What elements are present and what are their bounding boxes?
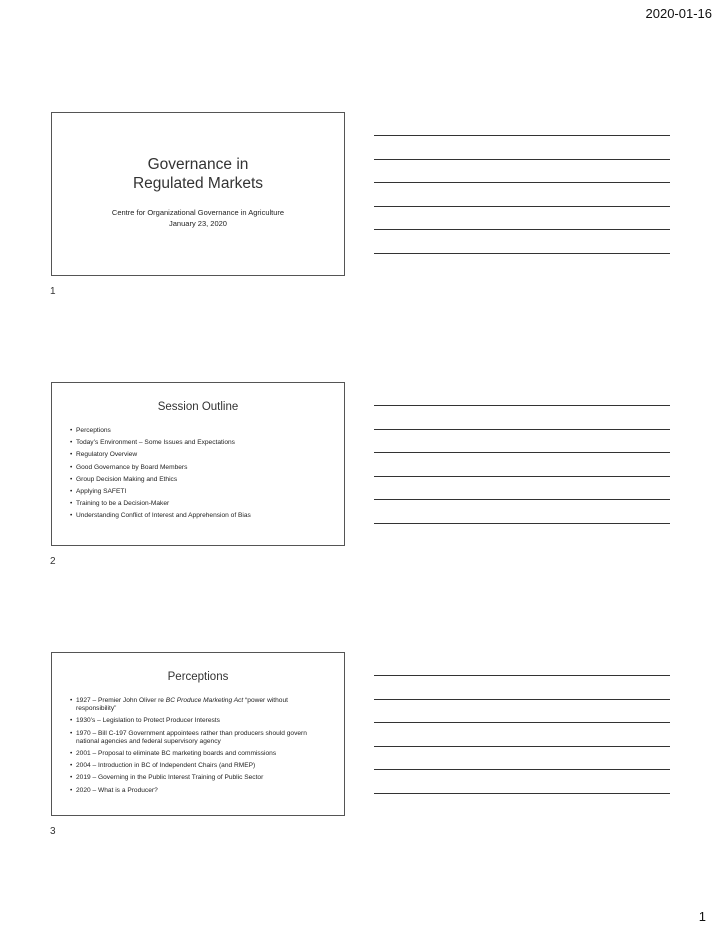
slide-3 (51, 652, 345, 816)
slide-title: Governance in Regulated Markets (132, 156, 264, 192)
notes-lines (374, 675, 670, 816)
subtitle-org: Centre for Organizational Governance in Agriculture (111, 208, 285, 217)
list-item: • Applying SAFETI (70, 488, 332, 496)
list-item: • Group Decision Making and Ethics (70, 476, 332, 484)
header-date: 2020-01-16 (645, 6, 712, 21)
slide-2 (51, 382, 345, 546)
notes-lines (374, 405, 670, 546)
subtitle-date: January 23, 2020 (169, 219, 227, 228)
list-item: • Today’s Environment – Some Issues and Expectations (70, 439, 332, 447)
bullet-text: 1927 – Premier John Oliver re (76, 697, 166, 704)
bullet-text: “power without responsibility” (76, 697, 288, 713)
page-number: 1 (698, 909, 706, 924)
slide-number: 3 (50, 826, 56, 837)
list-item: • 1970 – Bill C-197 Government appointees rather than producers should govern national agencies and federal supervisory agency (70, 730, 332, 746)
bullet-list (52, 427, 344, 521)
list-item: • 1930’s – Legislation to Protect Producer Interests (70, 717, 332, 725)
list-item: • 2001 – Proposal to eliminate BC marketing boards and commissions (70, 750, 332, 758)
slide-1 (51, 112, 345, 276)
list-item: • Perceptions (70, 427, 332, 435)
list-item: • Regulatory Overview (70, 451, 332, 459)
list-item: • Understanding Conflict of Interest and Apprehension of Bias (70, 512, 332, 520)
act-title: BC Produce Marketing Act (165, 697, 244, 704)
list-item: • Good Governance by Board Members (70, 464, 332, 472)
slide-number: 2 (50, 556, 56, 567)
notes-lines (374, 135, 670, 276)
list-item: • 2019 – Governing in the Public Interest Training of Public Sector (70, 774, 332, 782)
list-item: • 2004 – Introduction in BC of Independent Chairs (and RMEP) (70, 762, 332, 770)
list-item: • Training to be a Decision-Maker (70, 500, 332, 508)
bullet-list (52, 697, 344, 795)
slide-subtitle (52, 207, 344, 229)
slide-title: Session Outline (157, 401, 239, 413)
slide-number: 1 (50, 286, 56, 297)
slide-title: Perceptions (167, 671, 229, 683)
list-item: • 2020 – What is a Producer? (70, 787, 332, 795)
list-item (70, 697, 332, 713)
